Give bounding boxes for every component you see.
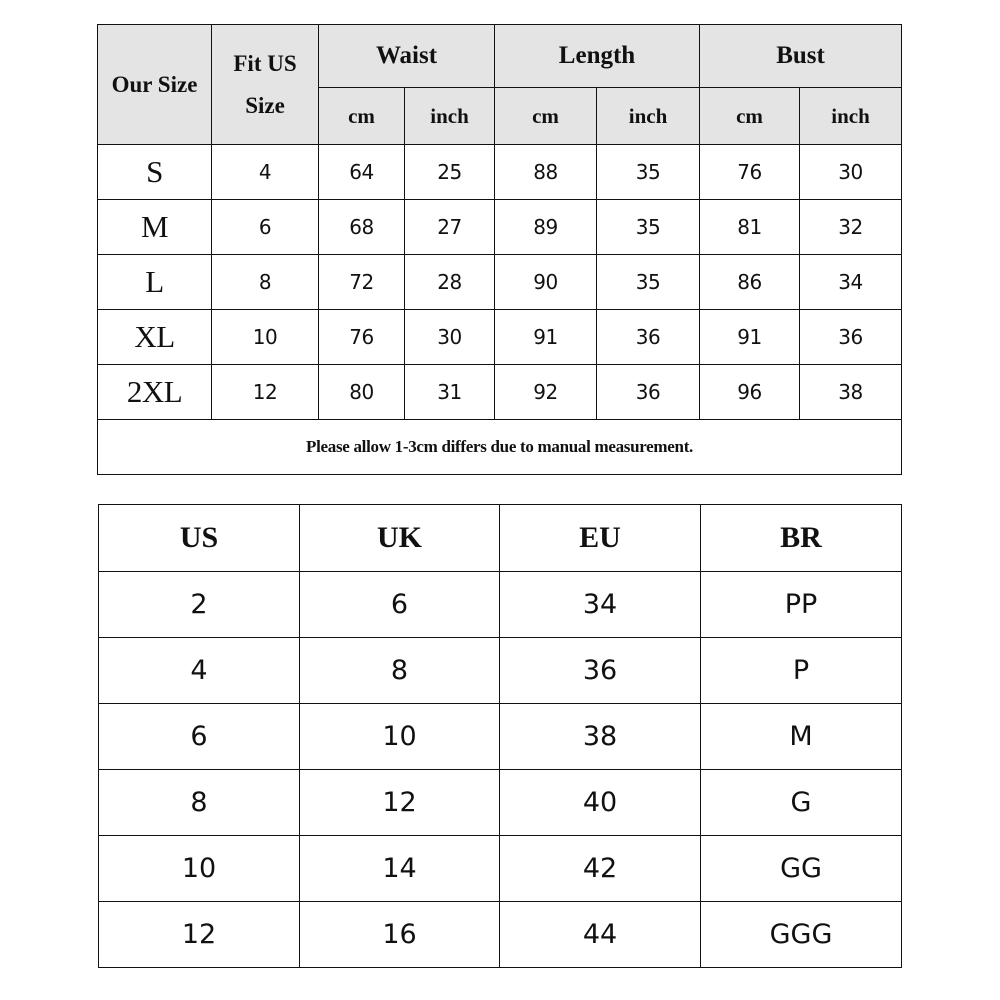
cell-uk: 12 — [300, 770, 500, 836]
header-eu: EU — [500, 505, 701, 572]
cell-br: GG — [701, 836, 902, 902]
cell-bust-cm: 76 — [700, 145, 800, 200]
size-row — [98, 365, 902, 420]
cell-our-size: 2XL — [98, 365, 212, 420]
size-conversion-table — [98, 504, 902, 968]
cell-fit-us-size: 8 — [212, 255, 319, 310]
cell-fit-us-size: 6 — [212, 200, 319, 255]
conversion-row — [99, 770, 902, 836]
header-waist: Waist — [319, 25, 495, 88]
cell-length-cm: 91 — [495, 310, 597, 365]
cell-bust-inch: 34 — [800, 255, 902, 310]
cell-br: G — [701, 770, 902, 836]
cell-eu: 34 — [500, 572, 701, 638]
cell-us: 2 — [99, 572, 300, 638]
cell-bust-cm: 91 — [700, 310, 800, 365]
cell-waist-inch: 27 — [405, 200, 495, 255]
cell-eu: 38 — [500, 704, 701, 770]
header-length-cm: cm — [495, 88, 597, 145]
cell-uk: 8 — [300, 638, 500, 704]
cell-bust-inch: 32 — [800, 200, 902, 255]
cell-br: M — [701, 704, 902, 770]
header-fit-us-size: Fit US Size — [212, 25, 319, 145]
cell-uk: 14 — [300, 836, 500, 902]
cell-bust-inch: 30 — [800, 145, 902, 200]
cell-waist-inch: 28 — [405, 255, 495, 310]
cell-length-inch: 36 — [597, 365, 700, 420]
cell-our-size: S — [98, 145, 212, 200]
conversion-row — [99, 572, 902, 638]
conversion-row — [99, 836, 902, 902]
cell-eu: 44 — [500, 902, 701, 968]
header-br: BR — [701, 505, 902, 572]
cell-waist-cm: 76 — [319, 310, 405, 365]
cell-bust-inch: 38 — [800, 365, 902, 420]
header-us: US — [99, 505, 300, 572]
cell-fit-us-size: 10 — [212, 310, 319, 365]
cell-us: 6 — [99, 704, 300, 770]
cell-bust-cm: 86 — [700, 255, 800, 310]
header-waist-cm: cm — [319, 88, 405, 145]
cell-br: P — [701, 638, 902, 704]
cell-waist-inch: 30 — [405, 310, 495, 365]
header-bust-cm: cm — [700, 88, 800, 145]
header-length-inch: inch — [597, 88, 700, 145]
cell-waist-cm: 72 — [319, 255, 405, 310]
measurement-note: Please allow 1-3cm differs due to manual measurement. — [98, 420, 902, 475]
cell-length-inch: 35 — [597, 145, 700, 200]
size-row — [98, 255, 902, 310]
cell-waist-cm: 80 — [319, 365, 405, 420]
cell-waist-cm: 68 — [319, 200, 405, 255]
cell-br: PP — [701, 572, 902, 638]
cell-bust-inch: 36 — [800, 310, 902, 365]
size-chart-table — [97, 24, 902, 475]
cell-bust-cm: 96 — [700, 365, 800, 420]
cell-uk: 16 — [300, 902, 500, 968]
header-bust-inch: inch — [800, 88, 902, 145]
cell-fit-us-size: 12 — [212, 365, 319, 420]
cell-br: GGG — [701, 902, 902, 968]
header-our-size: Our Size — [98, 25, 212, 145]
cell-our-size: M — [98, 200, 212, 255]
size-row — [98, 310, 902, 365]
cell-us: 4 — [99, 638, 300, 704]
header-uk: UK — [300, 505, 500, 572]
cell-us: 10 — [99, 836, 300, 902]
cell-eu: 40 — [500, 770, 701, 836]
cell-length-inch: 35 — [597, 255, 700, 310]
conversion-row — [99, 704, 902, 770]
cell-eu: 42 — [500, 836, 701, 902]
header-waist-inch: inch — [405, 88, 495, 145]
cell-uk: 10 — [300, 704, 500, 770]
cell-length-cm: 89 — [495, 200, 597, 255]
cell-uk: 6 — [300, 572, 500, 638]
cell-waist-cm: 64 — [319, 145, 405, 200]
cell-bust-cm: 81 — [700, 200, 800, 255]
header-length: Length — [495, 25, 700, 88]
cell-waist-inch: 25 — [405, 145, 495, 200]
cell-our-size: XL — [98, 310, 212, 365]
cell-eu: 36 — [500, 638, 701, 704]
cell-us: 12 — [99, 902, 300, 968]
size-row — [98, 200, 902, 255]
cell-fit-us-size: 4 — [212, 145, 319, 200]
cell-length-cm: 88 — [495, 145, 597, 200]
cell-length-inch: 35 — [597, 200, 700, 255]
size-row — [98, 145, 902, 200]
cell-length-cm: 90 — [495, 255, 597, 310]
cell-length-inch: 36 — [597, 310, 700, 365]
conversion-row — [99, 902, 902, 968]
header-bust: Bust — [700, 25, 902, 88]
cell-our-size: L — [98, 255, 212, 310]
conversion-row — [99, 638, 902, 704]
cell-us: 8 — [99, 770, 300, 836]
cell-waist-inch: 31 — [405, 365, 495, 420]
cell-length-cm: 92 — [495, 365, 597, 420]
